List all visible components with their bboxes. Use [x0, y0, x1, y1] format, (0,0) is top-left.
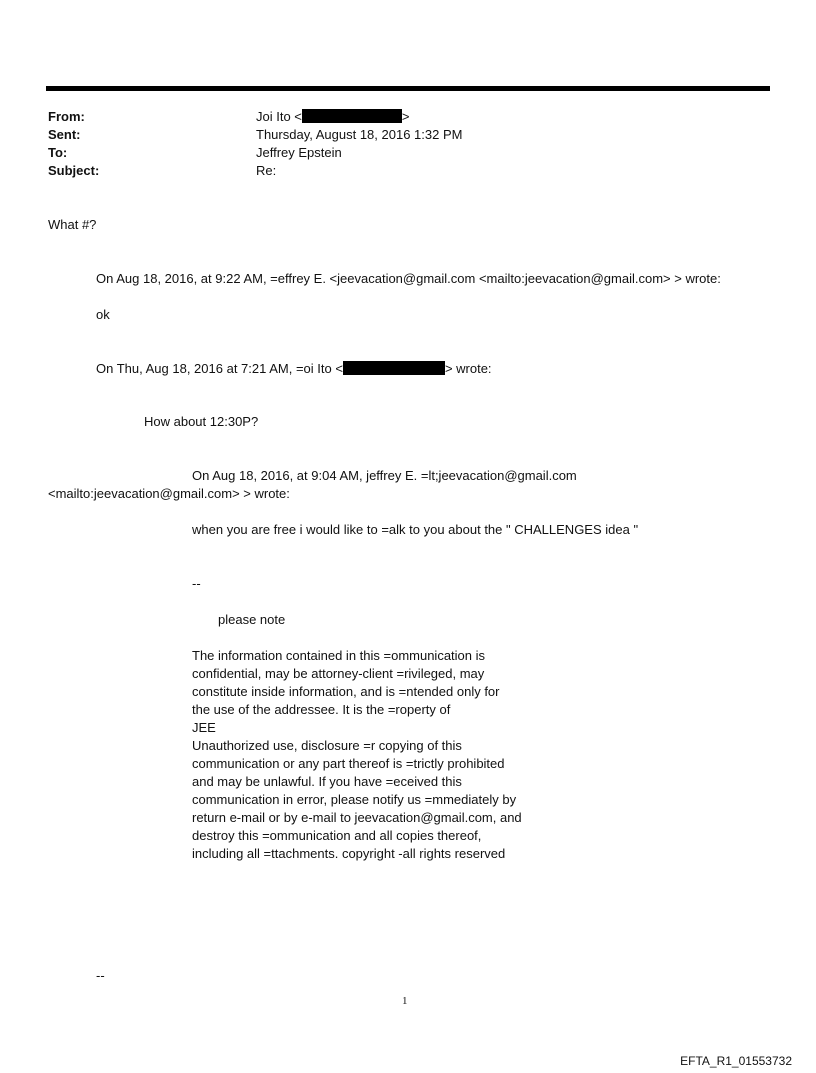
to-label: To: — [48, 145, 68, 160]
quote2-text: How about 12:30P? — [144, 414, 259, 429]
to-value: Jeffrey Epstein — [256, 145, 342, 160]
quote1-text: ok — [96, 307, 110, 322]
from-value — [256, 108, 409, 126]
disclaimer-line: Unauthorized use, disclosure =r copying of this — [192, 738, 462, 753]
quote3-header-line2: <mailto:jeevacation@gmail.com> > wrote: — [48, 486, 290, 501]
reply-text: What #? — [48, 217, 97, 232]
disclaimer-line: communication or any part thereof is =trictly prohibited — [192, 756, 505, 771]
sent-value: Thursday, August 18, 2016 1:32 PM — [256, 127, 463, 142]
confidentiality-disclaimer — [192, 647, 522, 863]
sent-label: Sent: — [48, 127, 81, 142]
quote1-header: On Aug 18, 2016, at 9:22 AM, =effrey E. <jeevacation@gmail.com <mailto:jeevacation@gmail.com> > wrote: — [96, 271, 721, 286]
page-number: 1 — [402, 995, 408, 1007]
disclaimer-line: confidential, may be attorney-client =rivileged, may — [192, 666, 485, 681]
disclaimer-line: destroy this =ommunication and all copies thereof, — [192, 828, 482, 843]
bates-number: EFTA_R1_01553732 — [680, 1054, 792, 1068]
signature-separator: -- — [192, 576, 201, 591]
quote3-header-line1: On Aug 18, 2016, at 9:04 AM, jeffrey E. =lt;jeevacation@gmail.com — [192, 468, 577, 483]
from-label: From: — [48, 109, 85, 124]
disclaimer-line: the use of the addressee. It is the =roperty of — [192, 702, 451, 717]
subject-value: Re: — [256, 163, 277, 178]
from-bracket: > — [401, 109, 410, 124]
subject-label: Subject: — [48, 163, 100, 178]
disclaimer-line: JEE — [192, 720, 216, 735]
disclaimer-line: communication in error, please notify us =mmediately by — [192, 792, 517, 807]
quote2-header-start: On Thu, Aug 18, 2016 at 7:21 AM, =oi Ito < — [96, 361, 343, 376]
redaction-box — [302, 109, 402, 123]
please-note: please note — [218, 612, 286, 627]
quote2-header — [96, 360, 492, 378]
redaction-box — [343, 361, 445, 375]
quote2-header-end: > wrote: — [444, 361, 492, 376]
disclaimer-line: and may be unlawful. If you have =eceived this — [192, 774, 462, 789]
header-rule — [46, 86, 770, 91]
disclaimer-line: The information contained in this =ommunication is — [192, 648, 486, 663]
disclaimer-line: including all =ttachments. copyright -all rights reserved — [192, 846, 506, 861]
disclaimer-line: constitute inside information, and is =ntended only for — [192, 684, 500, 699]
quote3-text: when you are free i would like to =alk to you about the " CHALLENGES idea " — [192, 522, 639, 537]
from-name: Joi Ito < — [256, 109, 302, 124]
bottom-separator: -- — [96, 968, 105, 983]
disclaimer-line: return e-mail or by e-mail to jeevacation@gmail.com, and — [192, 810, 522, 825]
